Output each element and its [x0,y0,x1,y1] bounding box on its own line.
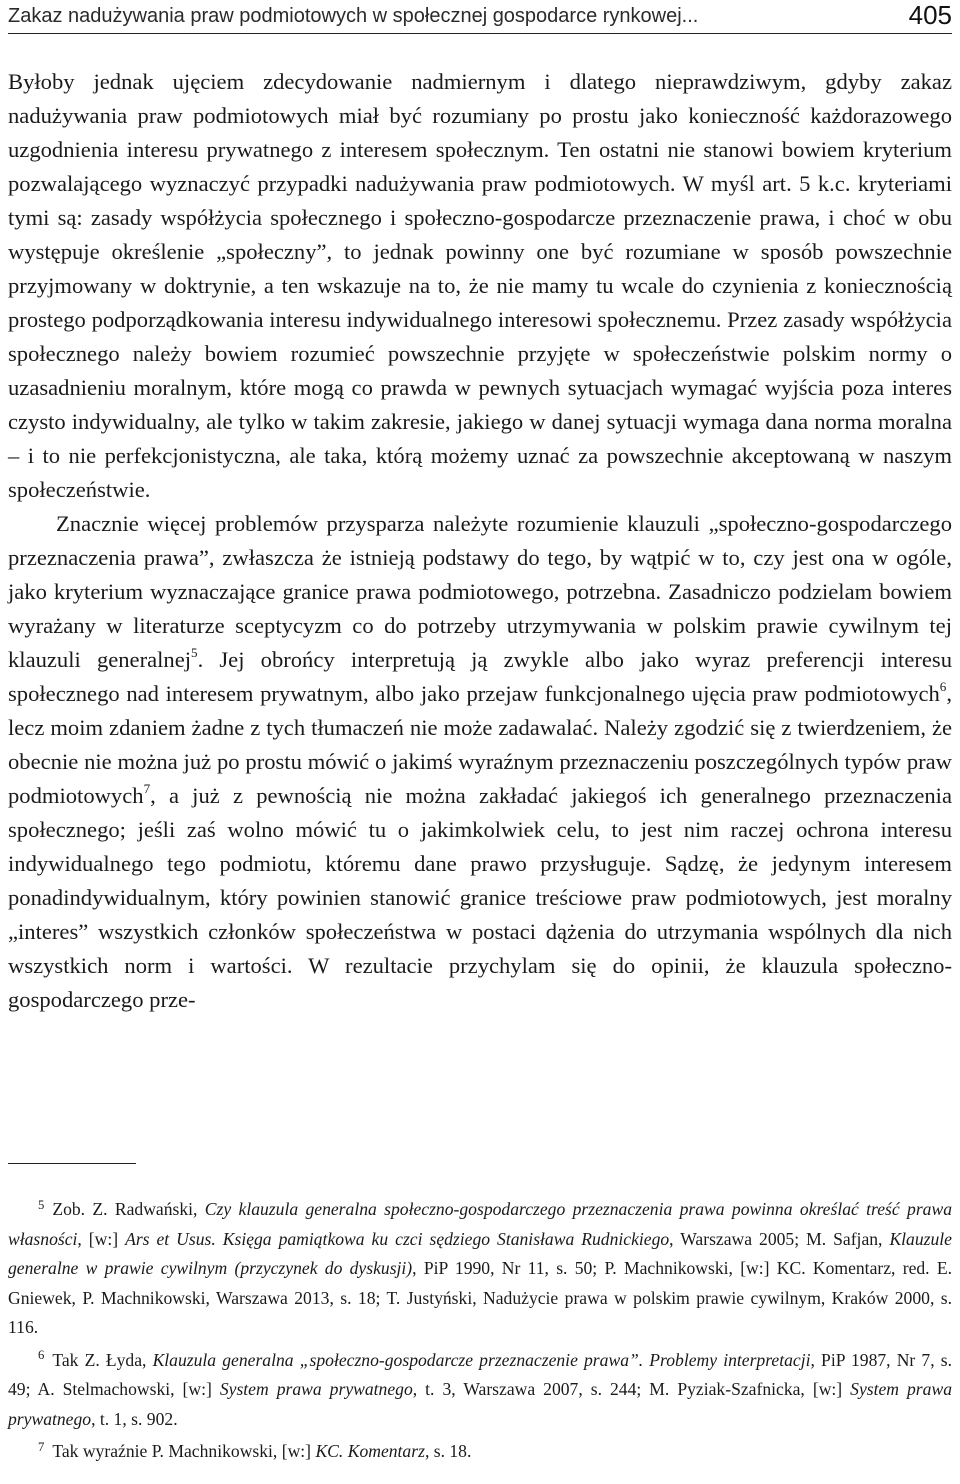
footnote-ref-5[interactable]: 5 [191,645,198,661]
footnotes [8,1195,952,1467]
footnote-separator [8,1163,136,1164]
main-text [8,65,952,1017]
paragraph-1: Byłoby jednak ujęciem zdecydowanie nadmiernym i dlatego nieprawdziwym, gdyby zakaz nadużywania praw podmiotowych miał być rozumiany po prostu jako konieczność każdorazowego uzgodnienia interesu prywatnego z interesem społecznym. Ten ostatni nie stanowi bowiem kryterium pozwalającego wyznaczyć przypadki nadużywania praw podmiotowych. W myśl art. 5 k.c. kryteriami tymi są: zasady współżycia społecznego i społeczno-gospodarcze przeznaczenie prawa, i choć w obu występuje określenie „społeczny”, to jednak powinny one być rozumiane w sposób powszechnie przyjmowany w doktrynie, a ten wskazuje na to, że nie mamy tu wcale do czynienia z koniecznością prostego podporządkowania interesu indywidualnego interesowi społecznemu. Przez zasady współżycia społecznego należy bowiem rozumieć powszechnie przyjęte w społeczeństwie polskim normy o uzasadnieniu moralnym, które mogą co prawda w pewnych sytuacjach wymagać wyjścia poza interes czysto indywidualny, ale tylko w takim zakresie, jakiego w danej sytuacji wymaga dana norma moralna – i to nie perfekcjonistyczna, ale taka, którą możemy uznać za powszechnie akceptowaną w naszym społeczeństwie. [8,69,952,502]
paragraph-2-part-c: , lecz moim zdaniem żadne z tych tłumaczeń nie może zadawalać. Należy zgodzić się z twierdzeniem, że obecnie nie można już po prostu mówić o jakimś wyraźnym przeznaczeniu poszczególnych typów praw podmiotowych [8,681,952,808]
footnote-6-text-2: , PiP 1987, Nr 7, s. 49; A. Stelmachowski, [w:] [8,1349,952,1399]
footnote-7-title-1: KC. Komentarz [315,1441,425,1461]
footnote-6 [8,1346,952,1435]
footnote-7 [8,1437,952,1467]
footnote-6-text-4: , t. 1, s. 902. [91,1408,178,1429]
footnote-ref-7[interactable]: 7 [143,781,151,797]
footnote-6-title-3: System prawa prywatnego [8,1379,952,1429]
running-title: Zakaz nadużywania praw podmiotowych w społecznej gospodarce rynkowej... [8,5,699,27]
footnote-5-text-2: , [w:] [77,1228,126,1249]
footnote-5-title-3: Klauzule generalne w prawie cywilnym (przyczynek do dyskusji) [8,1228,952,1278]
paragraph-2-part-b: . Jej obrońcy interpretują ją zwykle albo jako wyraz preferencji interesu społecznego nad interesem prywatnym, albo jako przejaw funkcjonalnego ujęcia praw podmiotowych [8,647,953,706]
footnote-6-title-2: System prawa prywatnego [219,1379,413,1399]
footnote-5-text-3: , Warszawa 2005; M. Safjan, [669,1228,890,1249]
running-header [8,0,952,34]
footnote-7-number: 7 [38,1439,45,1454]
footnote-5-title-2: Ars et Usus. Księga pamiątkowa ku czci sędziego Stanisława Rudnickiego [125,1228,670,1249]
paragraph-2-part-d: , a już z pewnością nie można zakładać jakiegoś ich generalnego przeznaczenia społecznego; jeśli zaś wolno mówić tu o jakimkolwiek celu, to jest nim raczej ochrona interesu indywidualnego tego podmiotu, któremu dane prawo przysługuje. Sądzę, że jedynym interesem ponadindywidualnym, który powinien stanowić granice treściowe praw podmiotowych, jest moralny „interes” wszystkich członków społeczeństwa w postaci dążenia do utrzymania wspólnych dla nich wszystkich norm i wartości. W rezultacie przychylam się do opinii, że klauzula społeczno-gospodarczego prze- [8,783,952,1012]
footnote-5-text-1: Zob. Z. Radwański, [52,1199,205,1219]
paragraph-2-part-a: Znacznie więcej problemów przysparza należyte rozumienie klauzuli „społeczno-gospodarczego przeznaczenia prawa”, zwłaszcza że istnieją podstawy do tego, by wątpić w to, czy jest ona w ogóle, jako kryterium wyznaczające granice prawa podmiotowego, potrzebna. Zasadniczo podzielam bowiem wyrażany w literaturze sceptycyzm co do potrzeby utrzymywania w polskim prawie cywilnym tej klauzuli generalnej [8,511,952,672]
footnote-6-number: 6 [38,1348,45,1363]
paragraph-2 [8,507,952,1017]
footnote-7-text-2: , s. 18. [424,1441,472,1461]
footnote-5-title-1: Czy klauzula generalna społeczno-gospodarczego przeznaczenia prawa powinna określać treść prawa własności [8,1199,952,1249]
footnote-6-text-1: Tak Z. Łyda, [52,1349,153,1370]
footnote-6-title-1: Klauzula generalna „społeczno-gospodarcze przeznaczenie prawa”. Problemy interpretacji [152,1349,811,1370]
footnote-5-text-4: , PiP 1990, Nr 11, s. 50; P. Machnikowski, [w:] KC. Komentarz, red. E. Gniewek, P. Machnikowski, Warszawa 2013, s. 18; T. Justyński, Nadużycie prawa w polskim prawie cywilnym, Kraków 2000, s. 116. [8,1258,952,1337]
footnote-5 [8,1195,952,1343]
footnote-ref-6[interactable]: 6 [939,679,947,695]
footnote-5-number: 5 [38,1197,45,1212]
page-number: 405 [908,0,952,30]
footnote-7-text-1: Tak wyraźnie P. Machnikowski, [w:] [52,1441,316,1461]
footnote-6-text-3: , t. 3, Warszawa 2007, s. 244; M. Pyziak-Szafnicka, [w:] [412,1379,851,1399]
